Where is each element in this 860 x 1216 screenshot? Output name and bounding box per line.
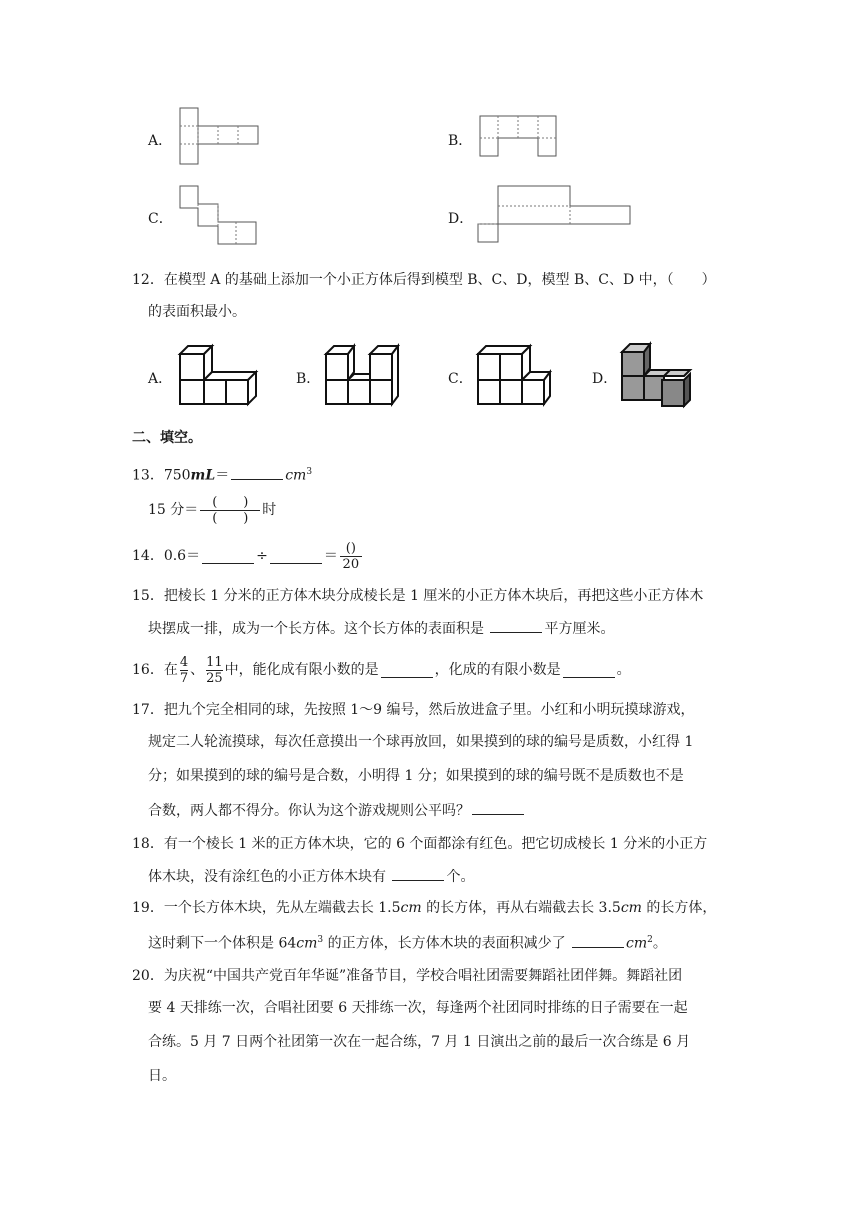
q14-fraction-numerator: (): [345, 540, 356, 556]
q14-blank-2[interactable]: [270, 549, 322, 564]
q19-exponent-3: 3: [317, 935, 324, 945]
q16-fraction-1-numerator: 4: [179, 654, 189, 670]
q11-option-a-label: A．: [148, 133, 173, 149]
q13-unit-cm: cm: [285, 467, 307, 484]
q16-fraction-2-numerator: 11: [206, 654, 223, 670]
q14-equals: ＝: [323, 548, 338, 564]
q17-blank[interactable]: [472, 800, 524, 815]
q19-line1-part-a: 19．一个长方体木块，先从左端截去长 1.5: [132, 900, 401, 916]
q18-line2: [148, 866, 474, 887]
q20-line2: 要 4 天排练一次，合唱社团要 6 天排练一次，每逢两个社团同时排练的日子需要在一起: [148, 1000, 688, 1016]
q19-unit-cm-4: cm: [626, 935, 648, 952]
q13-blank[interactable]: [231, 465, 283, 480]
q11-net-c-figure: [176, 182, 266, 248]
q14-line: [132, 538, 364, 574]
q11-net-b-figure: [476, 112, 566, 162]
q14-divide: ÷: [256, 548, 268, 564]
section-title: 二、填空。: [132, 430, 202, 446]
q16-fraction-2-denominator: 25: [206, 670, 223, 686]
q16-mid: 中，能化成有限小数的是: [224, 662, 379, 678]
q19-line2: [148, 930, 667, 954]
q12-option-b-label: B．: [296, 371, 321, 387]
q19-line1: [132, 898, 716, 918]
q15-blank[interactable]: [490, 618, 542, 633]
q12-line2: 的表面积最小。: [148, 304, 246, 320]
q15-line1: 15．把棱长 1 分米的正方体木块分成棱长是 1 厘米的小正方体木块后，再把这些小正方体木: [132, 588, 704, 604]
q17-line2: 规定二人轮流摸球，每次任意摸出一个球再放回，如果摸到的球的编号是质数，小红得 1: [148, 734, 694, 750]
q12-option-a-label: A．: [148, 371, 173, 387]
q19-blank[interactable]: [572, 933, 624, 948]
q17-line1: 17．把九个完全相同的球，先按照 1～9 编号，然后放进盒子里。小红和小明玩摸球游戏，: [132, 702, 695, 718]
q14-blank-1[interactable]: [202, 549, 254, 564]
q19-exponent-2: 2: [647, 935, 653, 945]
q13-line1: [132, 462, 312, 486]
q12-cube-model-d: [618, 342, 698, 410]
q20-line1: 20．为庆祝“中国共产党百年华诞”准备节目，学校合唱社团需要舞蹈社团伴舞。舞蹈社团: [132, 968, 683, 984]
q13-line2: [148, 492, 276, 528]
q12-option-c-label: C．: [448, 371, 473, 387]
q16-prefix: 16．在: [132, 662, 178, 678]
q16-blank-1[interactable]: [381, 663, 433, 678]
q19-line1-part-c: 的长方体，: [641, 900, 717, 916]
q13-equals: ＝: [215, 467, 230, 484]
q15-line2: [148, 618, 614, 639]
q19-line2-part-a: 这时剩下一个体积是 64: [148, 935, 297, 952]
q11-option-b-label: B．: [448, 133, 473, 149]
q18-line2-unit: 个。: [446, 869, 475, 885]
q15-line2-text: 块摆成一排，成为一个长方体。这个长方体的表面积是: [148, 621, 489, 637]
q19-unit-cm-3: cm: [296, 935, 318, 952]
q14-fraction[interactable]: [340, 541, 362, 572]
q13-fraction[interactable]: [200, 495, 260, 526]
q14-fraction-denominator: 20: [342, 556, 360, 572]
q19-unit-cm-2: cm: [620, 900, 642, 916]
q12-option-d-label: D．: [592, 371, 618, 387]
q17-line3: 分；如果摸到的球的编号是合数，小明得 1 分；如果摸到的球的编号既不是质数也不是: [148, 768, 684, 784]
q18-line1: 18．有一个棱长 1 米的正方体木块，它的 6 个面都涂有红色。把它切成棱长 1 分米的小正方: [132, 836, 708, 852]
q16-fraction-2: [206, 655, 223, 686]
q12-cube-model-a: [176, 344, 262, 406]
q13-unit-ml: mL: [190, 467, 216, 484]
q11-net-a-figure: [176, 106, 266, 168]
q18-line2-text: 体木块，没有涂红色的小正方体木块有: [148, 869, 391, 885]
q13-exponent: 3: [306, 467, 313, 477]
q19-line1-part-b: 的长方体，再从右端截去长 3.5: [421, 900, 621, 916]
q12-cube-model-b: [322, 344, 402, 406]
q16-end: 。: [616, 662, 631, 678]
q18-blank[interactable]: [392, 866, 444, 881]
q13-line2-suffix: 时: [262, 502, 277, 518]
q13-line2-prefix: 15 分＝: [148, 502, 199, 518]
q19-end: 。: [652, 935, 667, 952]
q17-line4: [148, 800, 526, 821]
q11-option-c-label: C．: [148, 211, 173, 227]
q16-fraction-1-denominator: 7: [179, 670, 189, 686]
q16-separator: 、: [190, 662, 205, 678]
q16-line: [132, 652, 631, 688]
q12-cube-model-c: [474, 344, 554, 406]
q11-option-d-label: D．: [448, 211, 474, 227]
q14-prefix: 14．0.6＝: [132, 548, 201, 564]
q16-mid2: ，化成的有限小数是: [434, 662, 561, 678]
q13-fraction-denominator: ( ): [212, 510, 249, 526]
q19-line2-part-b: 的正方体，长方体木块的表面积减少了: [323, 935, 571, 952]
q12-line1: 12．在模型 A 的基础上添加一个小正方体后得到模型 B、C、D，模型 B、C、D 中，（ ）: [132, 272, 716, 288]
q11-net-d-figure: [476, 182, 636, 248]
q15-line2-unit: 平方厘米。: [544, 621, 615, 637]
q16-blank-2[interactable]: [563, 663, 615, 678]
q20-line4: 日。: [148, 1068, 176, 1084]
q20-line3: 合练。5 月 7 日两个社团第一次在一起合练，7 月 1 日演出之前的最后一次合练是 6 月: [148, 1034, 691, 1050]
q16-fraction-1: [180, 655, 188, 686]
q17-line4-text: 合数，两人都不得分。你认为这个游戏规则公平吗？: [148, 803, 470, 819]
q13-prefix: 13．750: [132, 467, 191, 484]
q19-unit-cm-1: cm: [400, 900, 422, 916]
q13-fraction-numerator: ( ): [212, 494, 249, 510]
